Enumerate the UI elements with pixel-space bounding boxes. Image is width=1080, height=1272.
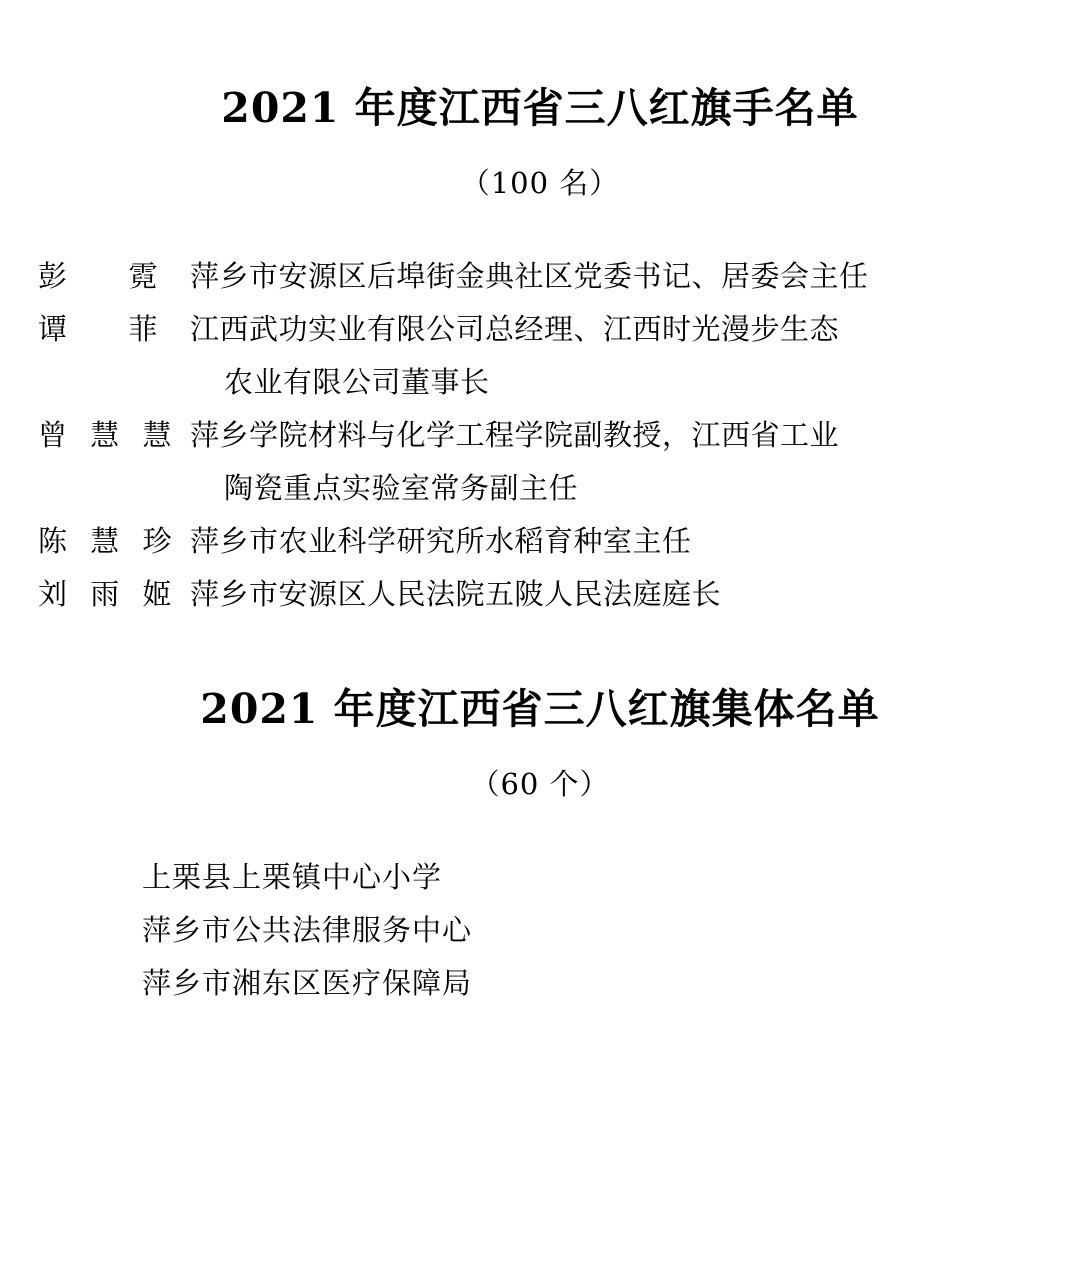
name-char: 雨 <box>90 577 120 612</box>
list-item: 上栗县上栗镇中心小学 <box>142 860 443 895</box>
name-char: 谭 <box>38 312 68 347</box>
list-item <box>36 250 1044 303</box>
honoree-name <box>36 568 188 621</box>
section2 <box>36 621 1044 1010</box>
section1-title: 2021 年度江西省三八红旗手名单 <box>221 84 859 132</box>
title-line: 萍乡学院材料与化学工程学院副教授，江西省工业 <box>190 418 840 453</box>
honoree-title <box>188 515 1044 568</box>
name-char: 刘 <box>38 577 68 612</box>
honoree-name <box>36 303 188 356</box>
title-line: 农业有限公司董事长 <box>224 365 490 400</box>
list-item <box>36 303 1044 409</box>
name-char: 珍 <box>142 524 172 559</box>
list-item: 萍乡市公共法律服务中心 <box>142 913 473 948</box>
title-line: 萍乡市农业科学研究所水稻育种室主任 <box>190 524 692 559</box>
name-char: 彭 <box>38 259 68 294</box>
honoree-title <box>188 568 1044 621</box>
honoree-name <box>36 515 188 568</box>
section1-subtitle: （100 名） <box>460 166 620 201</box>
title-line: 萍乡市安源区后埠街金典社区党委书记、居委会主任 <box>190 259 869 294</box>
name-char: 霓 <box>128 259 158 294</box>
name-char: 曾 <box>38 418 68 453</box>
name-char: 菲 <box>128 312 158 347</box>
name-char: 陈 <box>38 524 68 559</box>
title-line: 萍乡市安源区人民法院五陂人民法庭庭长 <box>190 577 722 612</box>
list-item <box>36 515 1044 568</box>
name-char: 慧 <box>142 418 172 453</box>
group-list <box>36 803 1044 1010</box>
section2-subtitle: （60 个） <box>470 767 610 802</box>
title-line: 江西武功实业有限公司总经理、江西时光漫步生态 <box>190 312 840 347</box>
list-item <box>36 568 1044 621</box>
honoree-title <box>188 303 1044 409</box>
honoree-name <box>36 409 188 462</box>
list-item: 萍乡市湘东区医疗保障局 <box>142 966 473 1001</box>
name-char: 姬 <box>142 577 172 612</box>
list-item <box>36 409 1044 515</box>
title-line: 陶瓷重点实验室常务副主任 <box>224 471 579 506</box>
name-char: 慧 <box>90 418 120 453</box>
honoree-name <box>36 250 188 303</box>
name-char: 慧 <box>90 524 120 559</box>
honoree-title <box>188 409 1044 515</box>
section2-title: 2021 年度江西省三八红旗集体名单 <box>200 685 880 734</box>
honoree-list <box>36 202 1044 621</box>
honoree-title <box>188 250 1044 303</box>
